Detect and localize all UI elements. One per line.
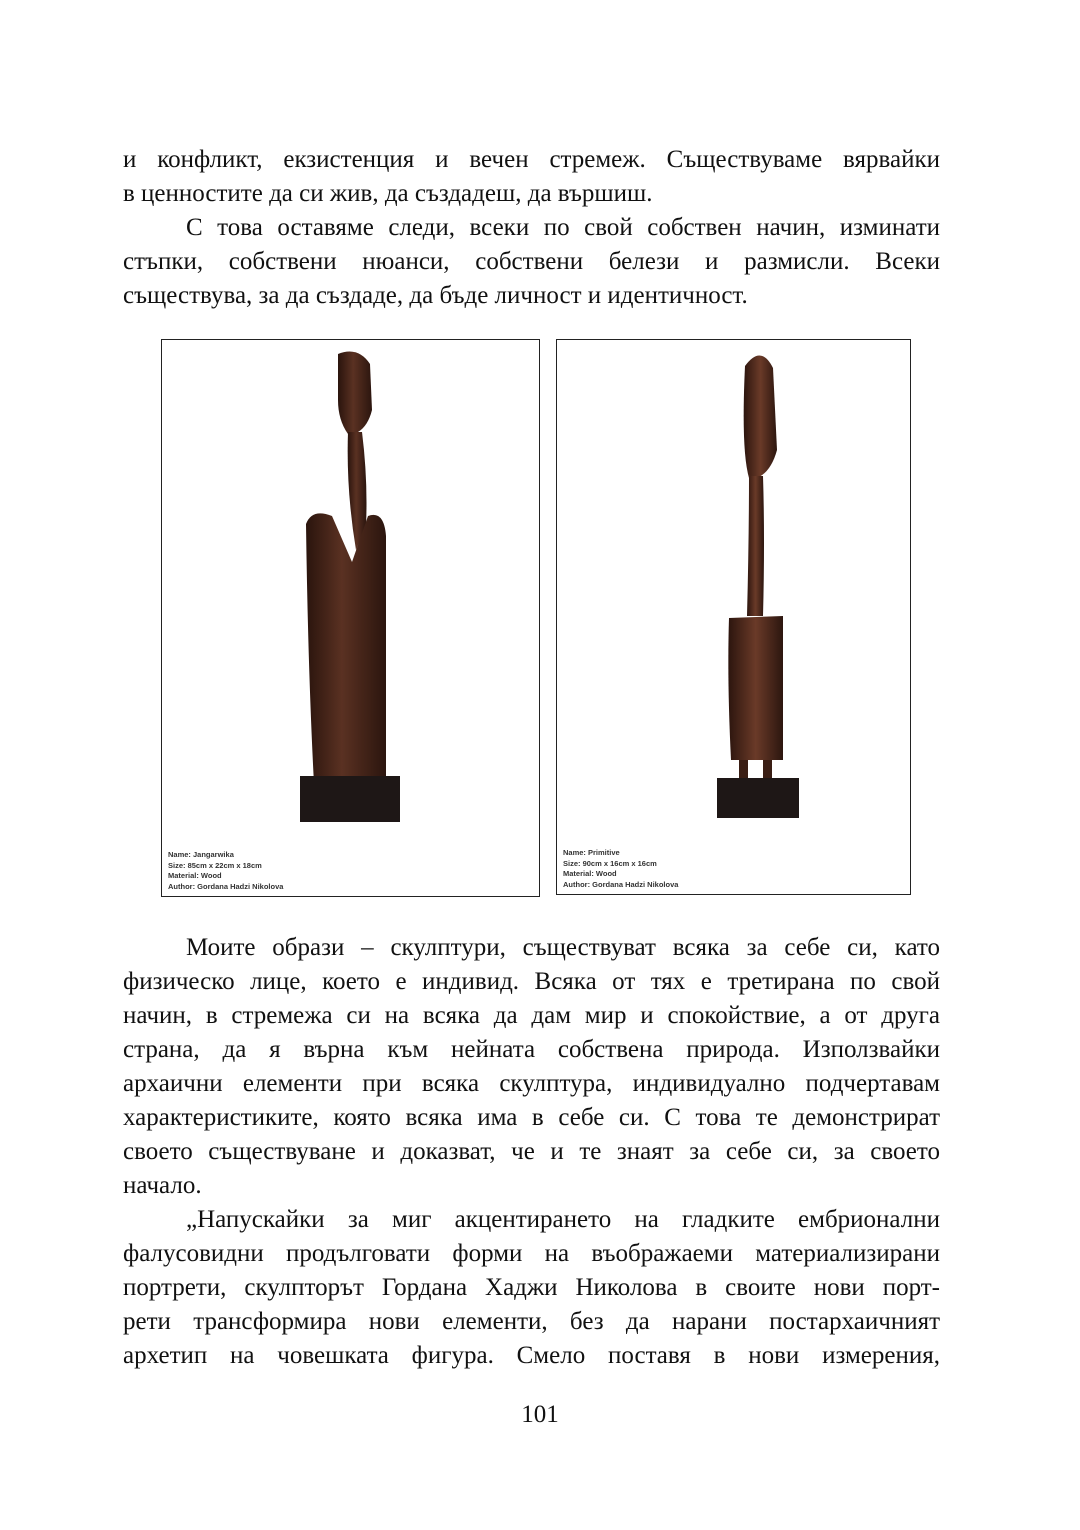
body-text-line: портрети, скулпторът Гордана Хаджи Николова в своите нови порт- — [123, 1274, 940, 1301]
body-text-line: С това оставяме следи, всеки по свой собствен начин, изминати — [186, 214, 940, 241]
photo-caption: Name: Jangarwika Size: 85cm x 22cm x 18cm Material: Wood Author: Gordana Hadzi Nikolova — [168, 850, 284, 891]
body-text-line: съществува, за да създаде, да бъде личност и идентичност. — [123, 282, 748, 309]
body-text-line: рети трансформира нови елементи, без да нарани постархаичният — [123, 1308, 940, 1335]
body-text-line: Моите образи – скулптури, съществуват всяка за себе си, като — [186, 934, 940, 961]
body-text-line: характеристиките, която всяка има в себе си. С това те демонстрират — [123, 1104, 940, 1131]
body-text-line: фалусовидни продълговати форми на въображаеми материализирани — [123, 1240, 940, 1267]
sculpture-photo-jangarwika — [161, 339, 540, 897]
body-text-line: своето съществуване и доказват, че и те знаят за себе си, за своето — [123, 1138, 940, 1165]
photo-caption: Name: Primitive Size: 90cm x 16cm x 16cm Material: Wood Author: Gordana Hadzi Nikolova — [563, 848, 679, 889]
body-text-line: „Напускайки за миг акцентирането на гладките ембрионални — [186, 1206, 940, 1233]
body-text-line: и конфликт, екзистенция и вечен стремеж. Съществуваме вярвайки — [123, 146, 940, 173]
body-text-line: архетип на човешката фигура. Смело поставя в нови измерения, — [123, 1342, 940, 1369]
sculpture-photo-primitive — [556, 339, 911, 895]
body-text-line: архаични елементи при всяка скулптура, индивидуално подчертавам — [123, 1070, 940, 1097]
sculpture-image — [162, 340, 538, 895]
sculpture-image — [557, 340, 909, 893]
body-text-line: стъпки, собствени нюанси, собствени белези и размисли. Всеки — [123, 248, 940, 275]
page-number: 101 — [521, 1401, 559, 1428]
body-text-line: физическо лице, което е индивид. Всяка от тях е третирана по свой — [123, 968, 940, 995]
body-text-line: страна, да я върна към нейната собствена природа. Използвайки — [123, 1036, 940, 1063]
body-text-line: начин, в стремежа си на всяка да дам мир и спокойствие, а от друга — [123, 1002, 940, 1029]
body-text-line: начало. — [123, 1172, 202, 1199]
body-text-line: в ценностите да си жив, да създадеш, да вършиш. — [123, 180, 653, 207]
